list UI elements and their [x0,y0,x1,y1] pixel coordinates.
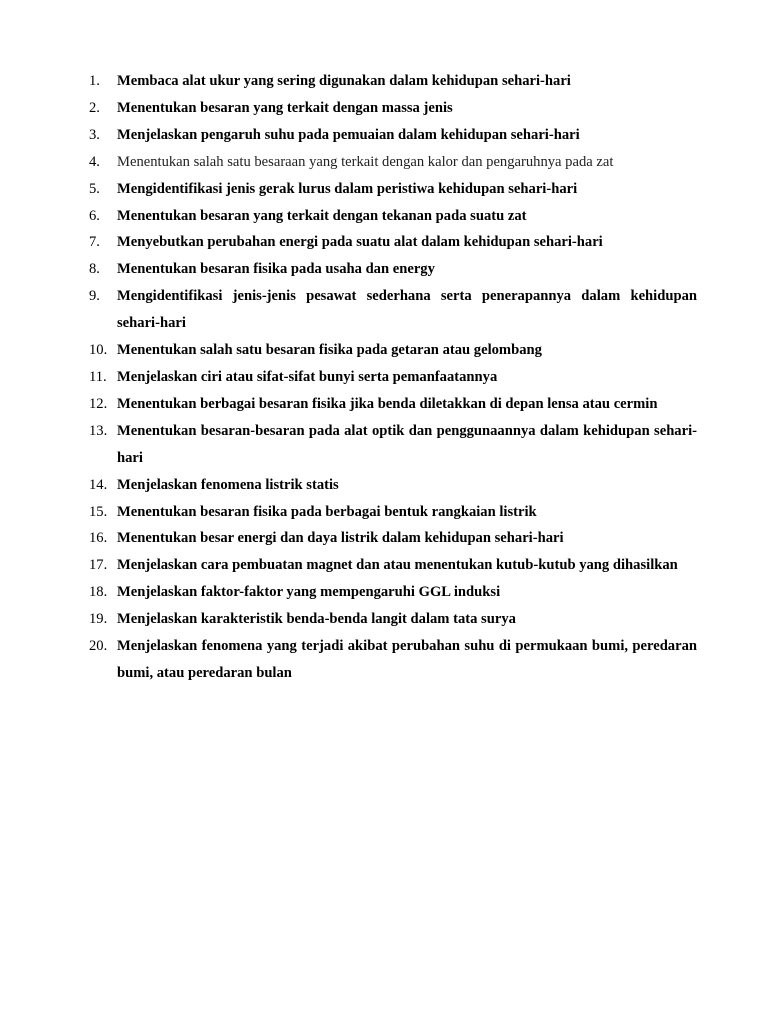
list-item-text: Mengidentifikasi jenis-jenis pesawat sederhana serta penerapannya dalam kehidupan sehari-hari [117,288,697,332]
list-item-number: 10. [89,342,108,359]
list-item [89,256,697,283]
list-item-text: Menjelaskan fenomena yang terjadi akibat perubahan suhu di permukaan bumi, peredaran bumi, atau peredaran bulan [117,638,697,681]
list-item-number: 16. [89,530,108,547]
list-item-text: Menentukan besaran yang terkait dengan massa jenis [117,99,453,116]
list-item-text: Menentukan besar energi dan daya listrik dalam kehidupan sehari-hari [117,530,564,547]
list-item-number: 7. [89,234,100,251]
list-item [89,606,697,633]
list-item-number: 1. [89,73,100,89]
list-item-text: Menentukan besaran-besaran pada alat optik dan penggunaannya dalam kehidupan sehari-hari [117,422,697,466]
list-item-text: Menyebutkan perubahan energi pada suatu alat dalam kehidupan sehari-hari [117,234,603,251]
list-item [89,499,697,526]
list-item-number: 19. [89,611,108,628]
list-item [89,364,697,391]
list-item-text: Menjelaskan fenomena listrik statis [117,476,339,493]
list-item-number: 13. [89,422,108,439]
list-item [89,283,697,337]
list-item [89,176,697,203]
list-item-text: Menjelaskan cara pembuatan magnet dan atau menentukan kutub-kutub yang dihasilkan [117,557,678,574]
list-item-number: 4. [89,153,100,170]
list-item [89,579,697,606]
list-item [89,418,697,472]
list-item [89,229,697,256]
list-item-text: Menjelaskan faktor-faktor yang mempengaruhi GGL induksi [117,584,501,601]
list-item [89,122,697,149]
list-item [89,633,697,687]
list-item-text: Menentukan besaran yang terkait dengan tekanan pada suatu zat [117,207,527,224]
list-item [89,95,697,122]
list-item [89,552,697,579]
list-item [89,472,697,499]
list-item-number: 6. [89,207,100,224]
list-item-text: Menjelaskan ciri atau sifat-sifat bunyi serta pemanfaatannya [117,368,498,385]
list-item-number: 18. [89,584,108,601]
list-item-number: 5. [89,180,100,197]
list-item [89,149,697,176]
list-item-number: 15. [89,503,108,520]
list-item-text: Menjelaskan karakteristik benda-benda langit dalam tata surya [117,611,516,628]
list-item-text: Menentukan salah satu besaraan yang terkait dengan kalor dan pengaruhnya pada zat [117,153,614,170]
list-item [89,337,697,364]
list-item-number: 12. [89,395,108,412]
list-item-text: Menentukan besaran fisika pada berbagai bentuk rangkaian listrik [117,503,537,520]
list-item [89,68,697,95]
list-item-text: Menentukan salah satu besaran fisika pada getaran atau gelombang [117,342,542,359]
list-item-number: 9. [89,288,100,305]
list-item-text: Mengidentifikasi jenis gerak lurus dalam peristiwa kehidupan sehari-hari [117,180,578,197]
list-item [89,525,697,552]
list-item-number: 14. [89,476,108,493]
list-item [89,391,697,418]
list-item-text: Menentukan berbagai besaran fisika jika benda diletakkan di depan lensa atau cermin [117,395,658,412]
list-item-text: Membaca alat ukur yang sering digunakan dalam kehidupan sehari-hari [117,73,571,89]
numbered-list [89,68,697,687]
list-item-number: 11. [89,368,107,385]
list-item-number: 2. [89,99,100,116]
list-item-number: 3. [89,126,100,143]
list-item-number: 8. [89,261,100,278]
list-item-number: 20. [89,638,108,655]
list-item-number: 17. [89,557,108,574]
list-item-text: Menentukan besaran fisika pada usaha dan energy [117,261,435,278]
list-item-text: Menjelaskan pengaruh suhu pada pemuaian dalam kehidupan sehari-hari [117,126,580,143]
list-item [89,203,697,230]
